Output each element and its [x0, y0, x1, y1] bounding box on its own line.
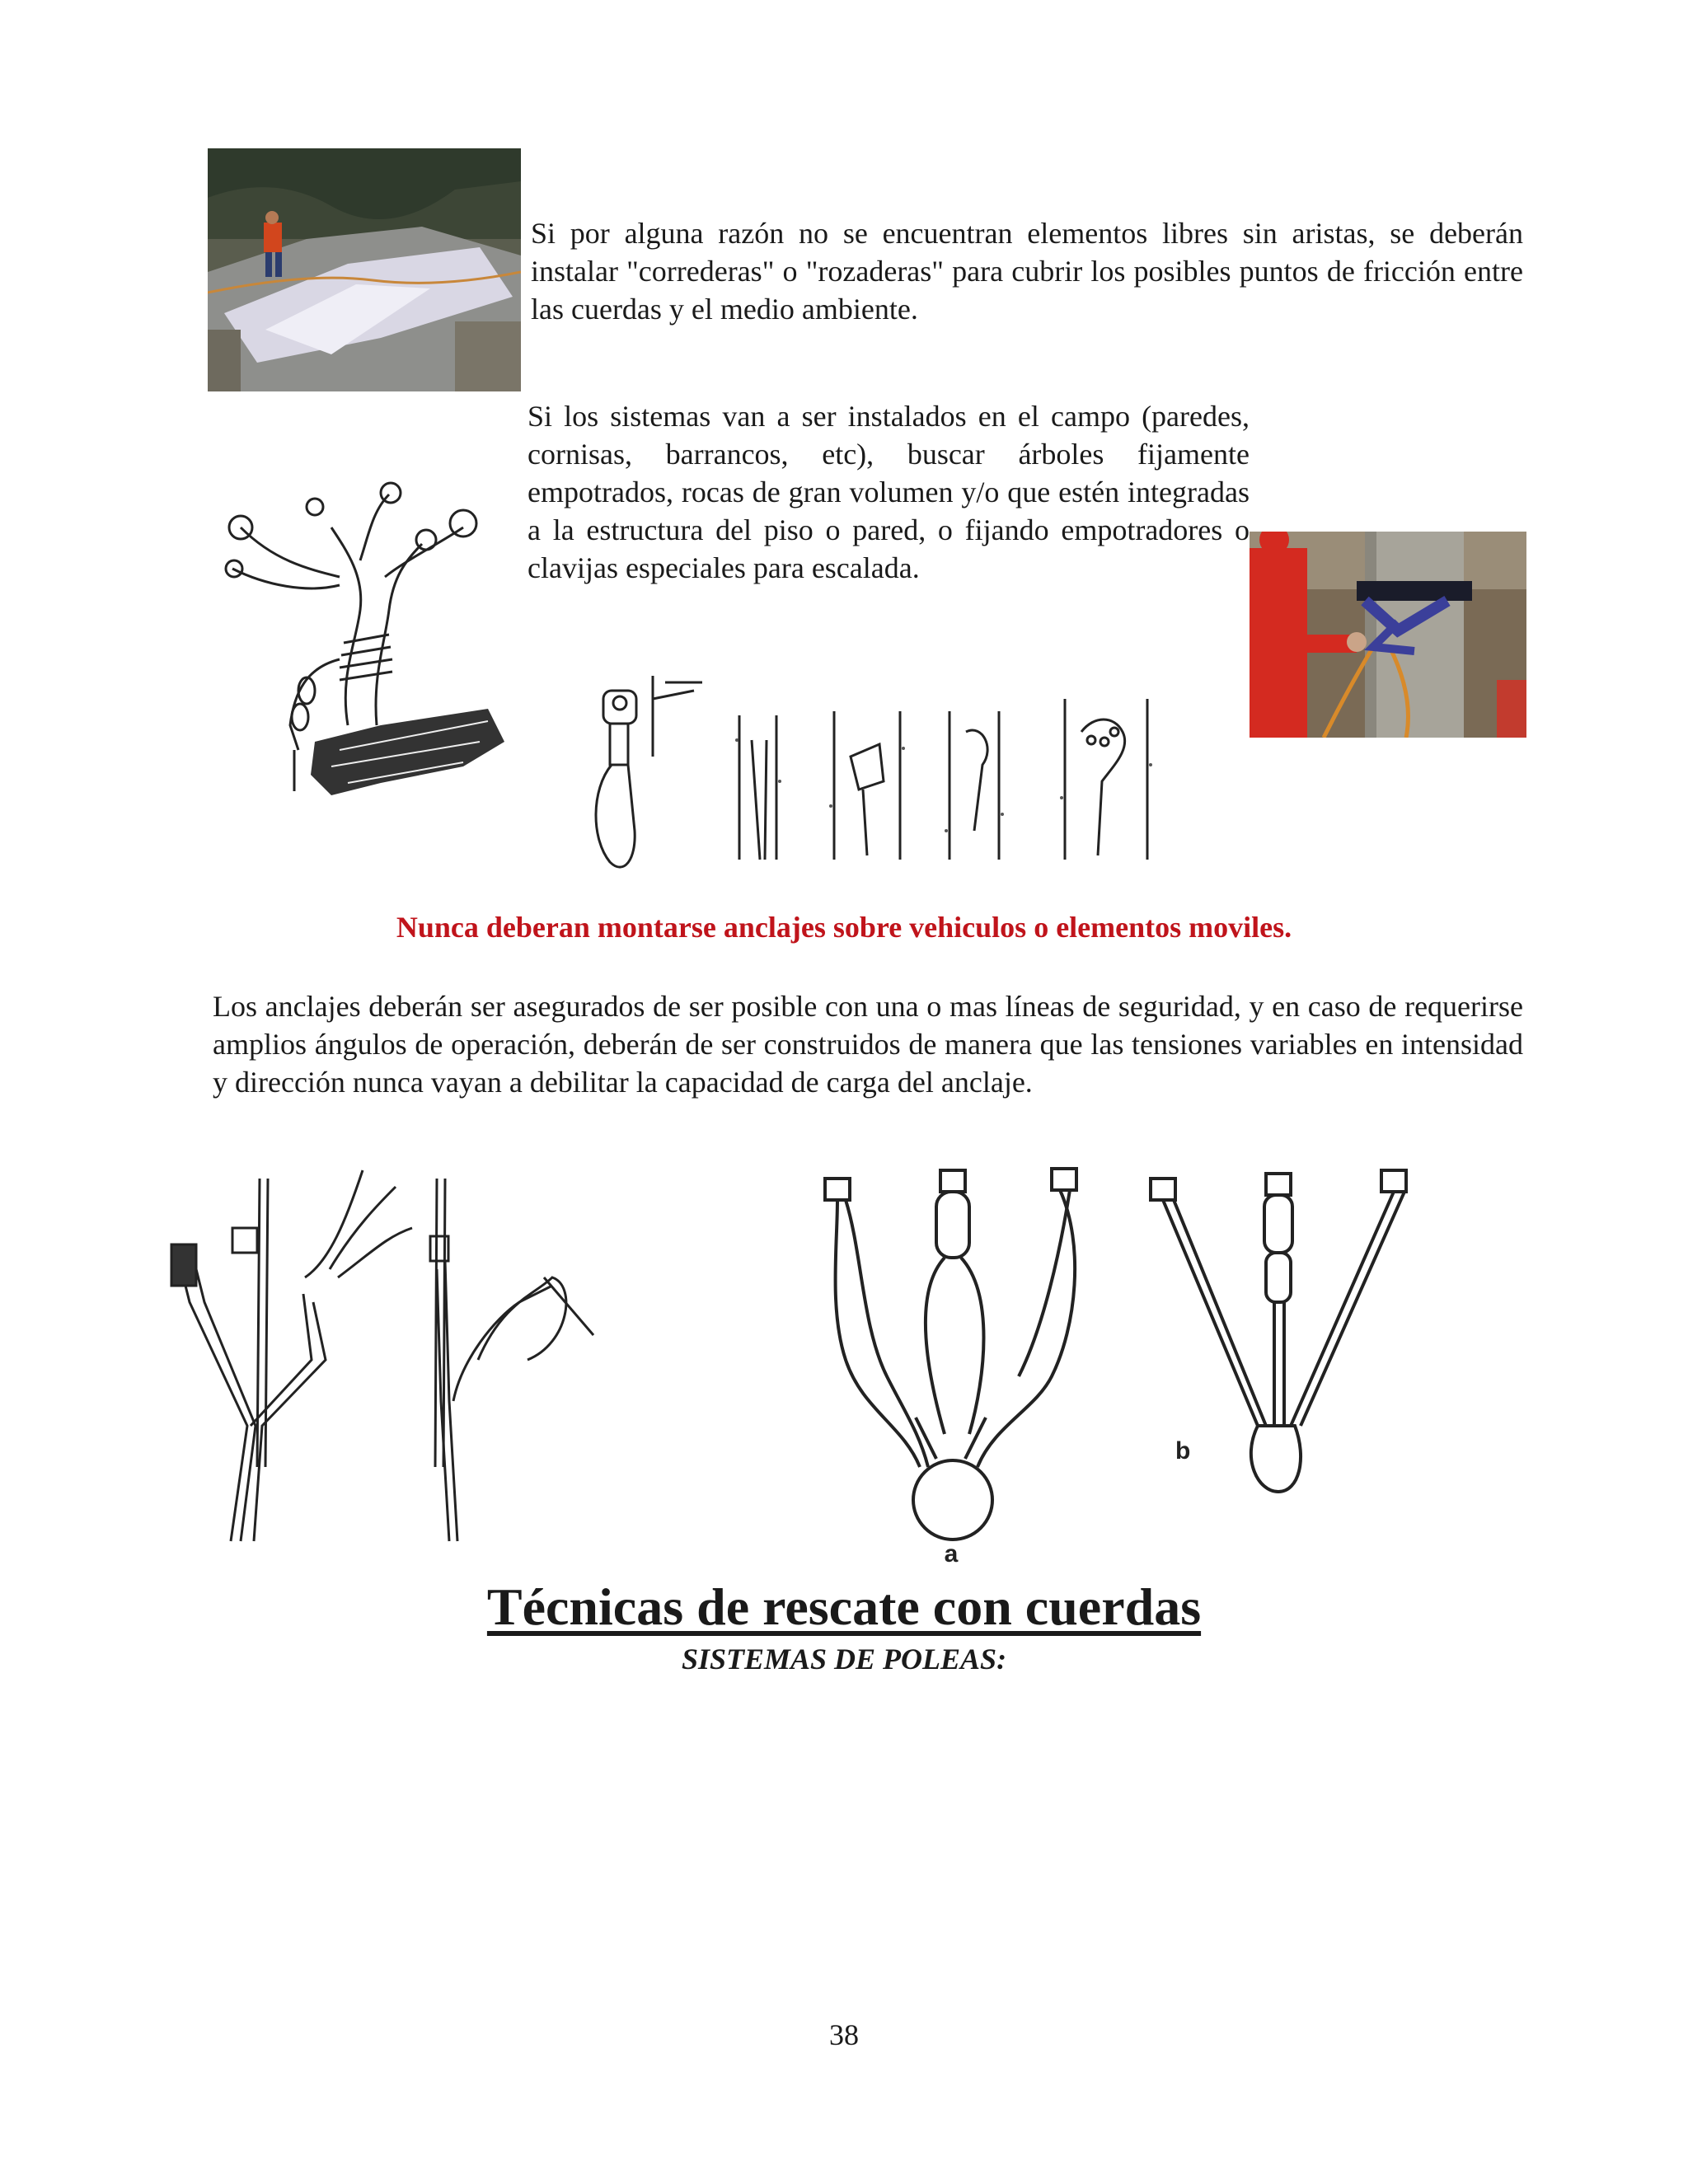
climbing-protection-drawings: [587, 666, 1156, 872]
rope-protector-photo: [208, 148, 521, 391]
equalized-anchor-diagram-a: [813, 1162, 1101, 1566]
tree-sling-anchor-drawings: [165, 1154, 626, 1558]
paragraph-safety-lines: Los anclajes deberán ser asegurados de ser posible con una o mas líneas de seguridad, y en caso de requerirse amplios ángulos de operación, deberán de ser construidos de manera que las tensiones variables en intensidad y dirección nunca vayan a debilitar la capacidad de carga del anclaje.: [213, 990, 1523, 1099]
paragraph-friction: Si por alguna razón no se encuentran elementos libres sin aristas, se deberán instalar "correderas" o "rozaderas" para cubrir los posibles puntos de fricción entre las cuerdas y el medio ambiente.: [531, 217, 1523, 326]
paragraph-field-systems: Si los sistemas van a ser instalados en el campo (paredes, cornisas, barrancos, etc), buscar árboles fijamente empotrados, rocas de gran volumen y/o que estén integradas a la estructura del piso o pared, o fijando empotradores o clavijas especiales para escalada.: [528, 400, 1250, 584]
diagram-label-b: b: [1175, 1437, 1191, 1465]
section-subtitle: SISTEMAS DE POLEAS:: [681, 1643, 1007, 1675]
tree-strap-photo: [1250, 532, 1526, 738]
equalized-anchor-diagram-b: [1142, 1162, 1423, 1508]
page-number: 38: [829, 2018, 859, 2051]
tree-anchor-drawing: [216, 478, 509, 795]
warning-text: Nunca deberan montarse anclajes sobre vehiculos o elementos moviles.: [396, 911, 1292, 944]
section-title: Técnicas de rescate con cuerdas: [486, 1577, 1202, 1636]
diagram-label-a: a: [944, 1540, 959, 1566]
